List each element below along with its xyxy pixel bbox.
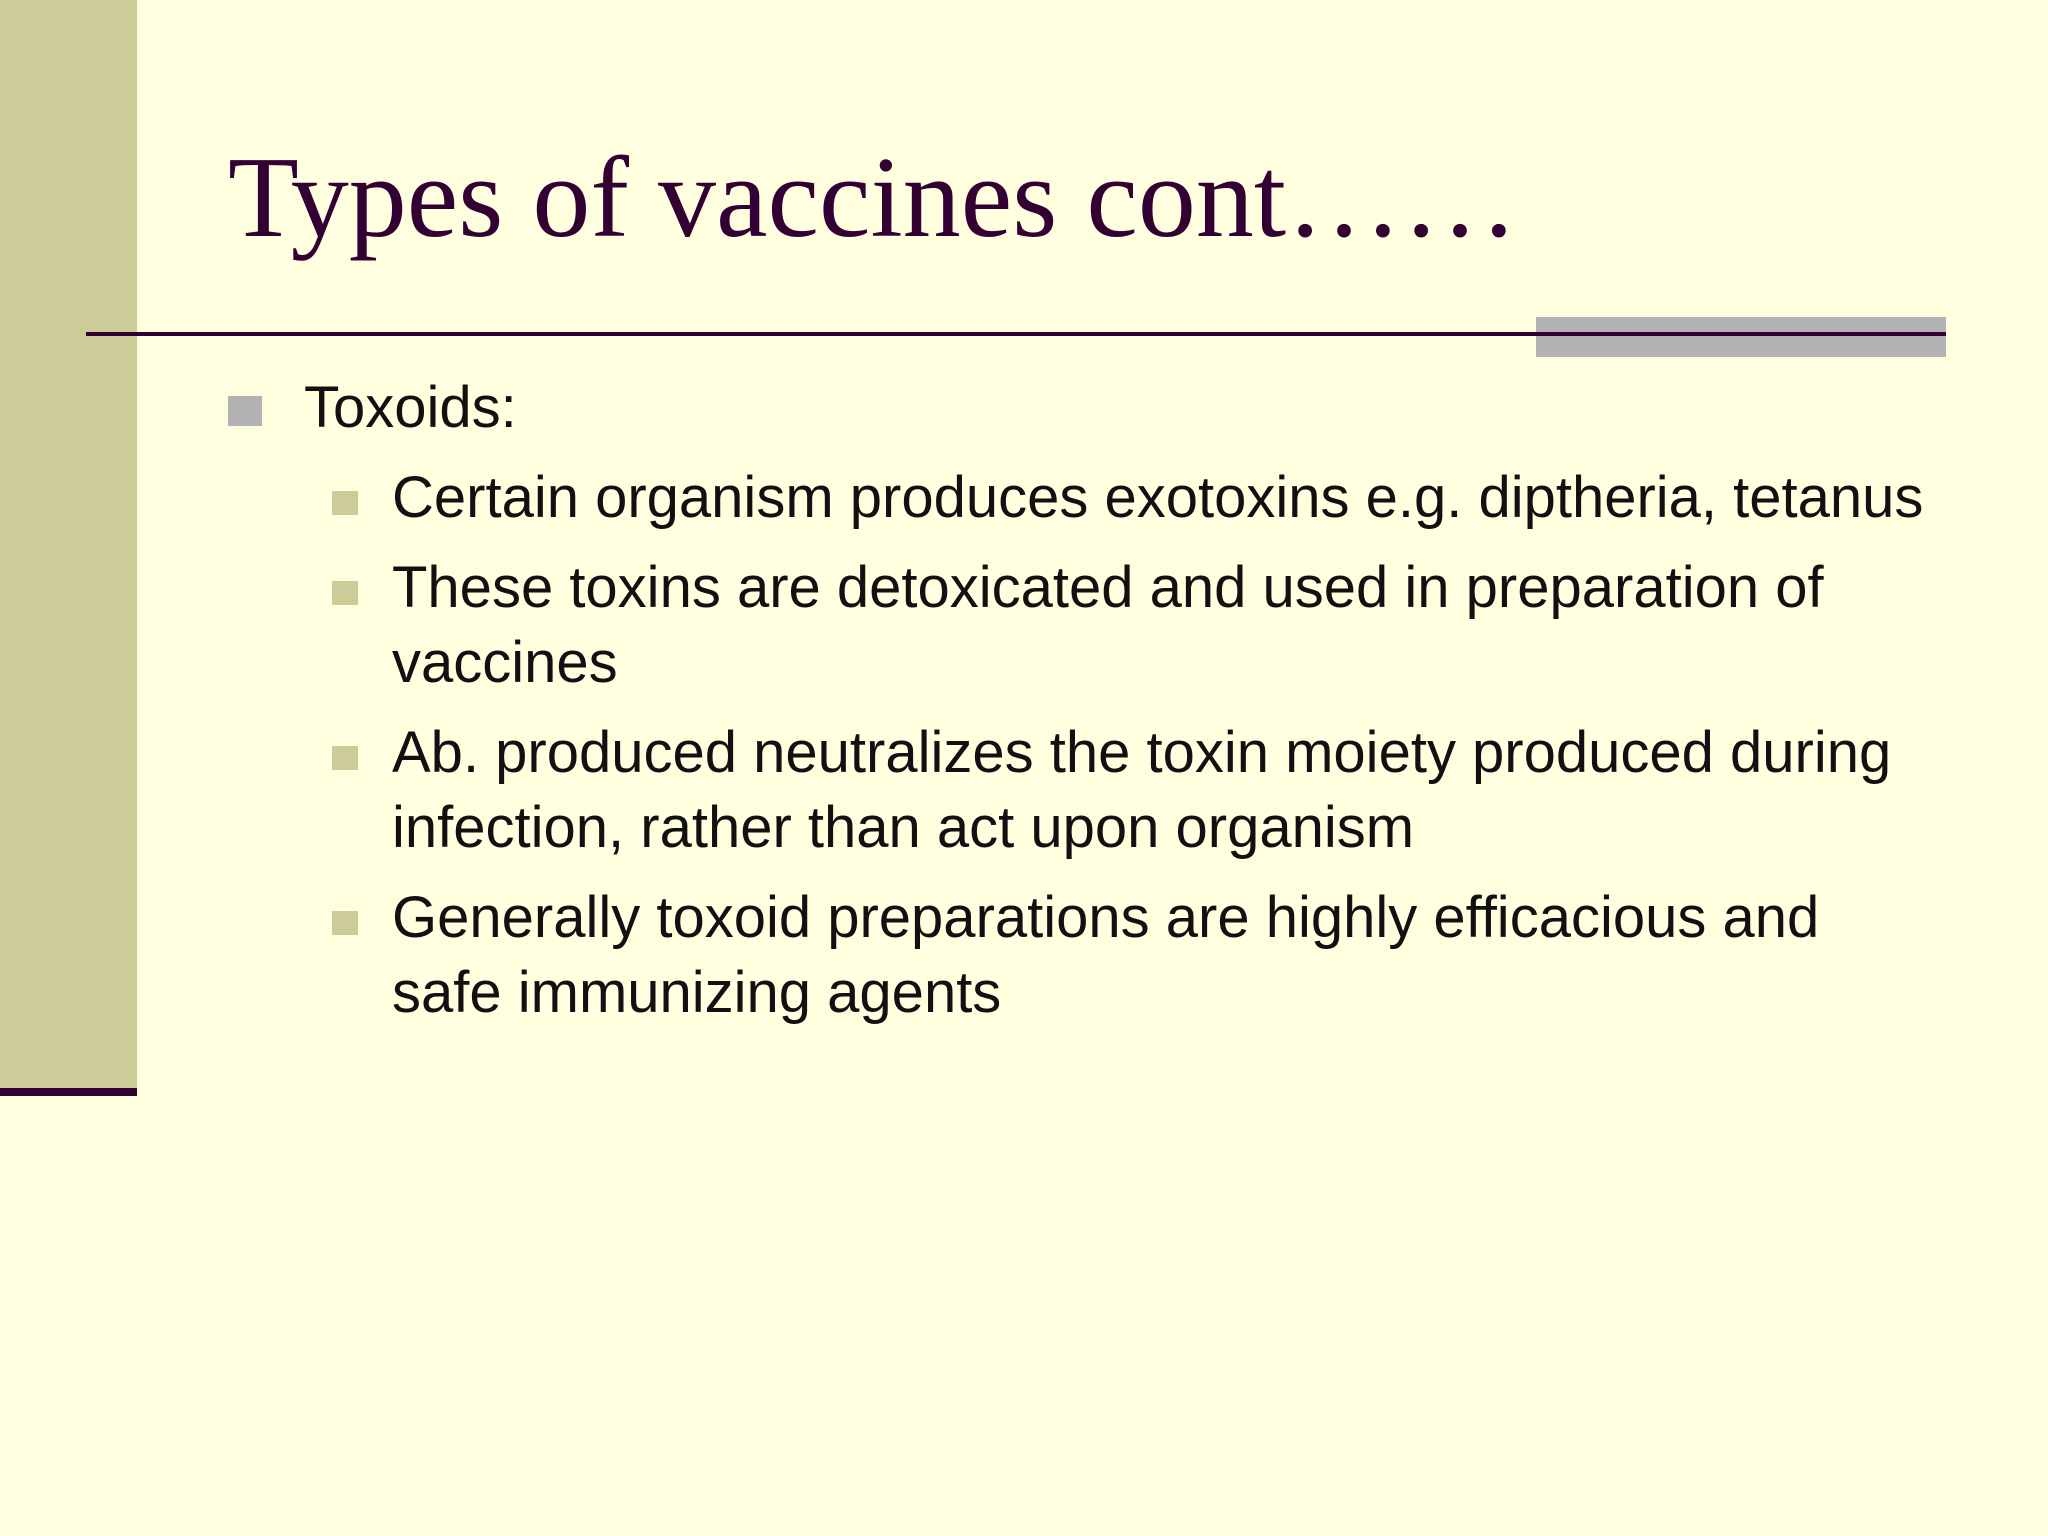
slide-title: Types of vaccines cont…… — [228, 134, 1519, 262]
left-decorative-band — [0, 0, 137, 1090]
title-rule-accent-line — [1536, 332, 1946, 336]
bullet-label: Toxoids: — [304, 375, 517, 440]
sub-bullet-text: Generally toxoid preparations are highly efficacious and safe immunizing agents — [392, 885, 1820, 1025]
title-rule-accent — [1536, 317, 1946, 357]
sub-bullet-item — [332, 880, 1932, 1030]
sub-bullet-item — [332, 715, 1932, 865]
square-bullet-icon — [332, 911, 358, 935]
sub-bullet-item — [332, 460, 1932, 535]
square-bullet-icon — [332, 746, 358, 770]
square-bullet-icon — [332, 491, 358, 515]
sub-bullet-item — [332, 550, 1932, 700]
sub-bullet-list — [332, 460, 1932, 1045]
square-bullet-icon — [228, 396, 262, 426]
left-band-underline — [0, 1088, 137, 1096]
sub-bullet-text: Certain organism produces exotoxins e.g. diptheria, tetanus — [392, 465, 1924, 530]
sub-bullet-text: These toxins are detoxicated and used in preparation of vaccines — [392, 555, 1824, 695]
sub-bullet-text: Ab. produced neutralizes the toxin moiety produced during infection, rather than act upon organism — [392, 720, 1892, 860]
square-bullet-icon — [332, 581, 358, 605]
